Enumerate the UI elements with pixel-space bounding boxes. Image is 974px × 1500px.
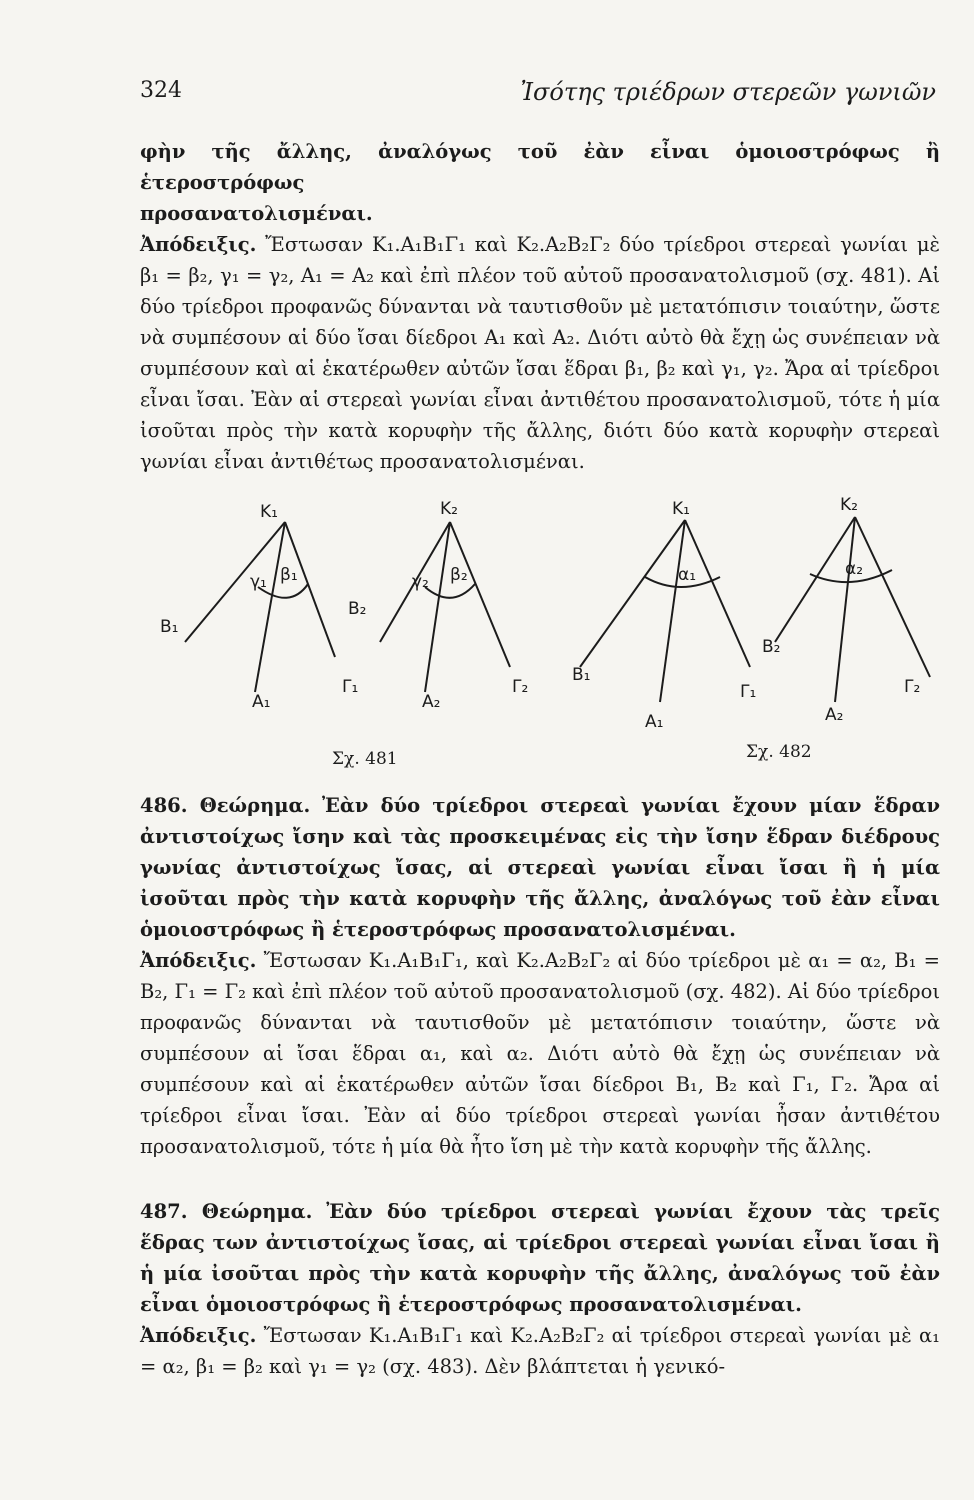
proof-label: Ἀπόδειξις. (140, 233, 257, 256)
label-A2-481: A₂ (422, 692, 441, 712)
proof-text-487: Ἔστωσαν Κ₁.Α₁Β₁Γ₁ καὶ Κ₂.Α₂Β₂Γ₂ αἱ τρίεδροι στερεαὶ γωνίαι μὲ α₁ = α₂, β₁ = β₂ καὶ γ₁ = γ₂ (σχ. 483). Δὲν βλάπτεται ἡ γενικό- (140, 1324, 941, 1378)
page-header (140, 78, 936, 118)
proof-481 (140, 229, 940, 477)
intro-line-1: φὴν τῆς ἄλλης, ἀναλόγως τοῦ ἐὰν εἶναι ὁμοιοστρόφως ἢ ἑτεροστρόφως (140, 140, 940, 194)
label-K1-481: K₁ (260, 502, 278, 522)
theorem-486-number: 486. Θεώρημα. (140, 794, 311, 817)
label-beta1: β₁ (280, 565, 298, 585)
proof-text: Ἔστωσαν Κ₁.Α₁Β₁Γ₁ καὶ Κ₂.Α₂Β₂Γ₂ δύο τρίεδροι στερεαὶ γωνίαι μὲ β₁ = β₂, γ₁ = γ₂, Α₁ = Α₂ καὶ ἐπὶ πλέον τοῦ αὐτοῦ προσανατολισμοῦ (σχ. 481). Αἱ δύο τρίεδροι προφανῶς δύνανται νὰ ταυτισθοῦν μὲ μετατόπισιν τοιαύτην, ὥστε νὰ συμπέσουν αἱ δύο ἴσαι δίεδροι Α₁ καὶ Α₂. Διότι αὐτὸ θὰ ἔχῃ ὡς συνέπειαν νὰ συμπέσουν καὶ αἱ ἑκατέρωθεν αὐτῶν ἴσαι ἕδραι β₁, β₂ καὶ γ₁, γ₂. Ἄρα αἱ τρίεδροι εἶναι ἴσαι. Ἐὰν αἱ στερεαὶ γωνίαι εἶναι ἀντιθέτου προσανατολισμοῦ, τότε ἡ μία ἰσοῦται πρὸς τὴν κατὰ κορυφὴν τῆς ἄλλης, διότι δύο κατὰ κορυφὴν στερεαὶ γωνίαι εἶναι ἀντιθέτως προσανατολισμέναι. (140, 233, 940, 473)
label-B2-482: B₂ (762, 637, 781, 657)
label-G1-481: Γ₁ (342, 677, 359, 697)
arc-481-2 (425, 584, 475, 598)
label-A1-481: A₁ (252, 692, 271, 712)
label-G1-482: Γ₁ (740, 682, 757, 702)
label-alpha1: α₁ (678, 565, 697, 585)
proof-text-486: Ἔστωσαν Κ₁.Α₁Β₁Γ₁, καὶ Κ₂.Α₂Β₂Γ₂ αἱ δύο τρίεδροι μὲ α₁ = α₂, Β₁ = Β₂, Γ₁ = Γ₂ καὶ ἐπὶ πλέον τοῦ αὐτοῦ προσανατολισμοῦ (σχ. 482). Αἱ δύο τρίεδροι προφανῶς δύνανται νὰ ταυτισθοῦν μὲ μετατόπισιν τοιαύτην, ὥστε νὰ συμπέσουν αἱ ἴσαι ἕδραι α₁, καὶ α₂. Διότι αὐτὸ θὰ ἔχῃ ὡς συνέπειαν νὰ συμπέσουν καὶ αἱ ἑκατέρωθεν αὐτῶν ἴσαι δίεδροι Β₁, Β₂ καὶ Γ₁, Γ₂. Ἄρα αἱ τρίεδροι εἶναι ἴσαι. Ἐὰν αἱ δύο τρίεδροι στερεαὶ γωνίαι ἦσαν ἀντιθέτου προσανατολισμοῦ, τότε ἡ μία θὰ ἦτο ἴση μὲ τὴν κατὰ κορυφὴν τῆς ἄλλης. (140, 949, 940, 1158)
theorem-487-number: 487. Θεώρημα. (140, 1200, 313, 1223)
label-B2-481: B₂ (348, 599, 367, 619)
label-B1-482: B₁ (572, 665, 591, 685)
figures-481-482 (140, 492, 940, 782)
theorem-486-proof (140, 945, 940, 1162)
label-beta2: β₂ (450, 565, 468, 585)
theorem-487-statement (140, 1196, 940, 1320)
label-A1-482: A₁ (645, 712, 664, 732)
edge-a1-482 (660, 520, 685, 702)
label-alpha2: α₂ (845, 559, 864, 579)
edge-b1-482 (580, 520, 685, 667)
theorem-487-text: Ἐὰν δύο τρίεδροι στερεαὶ γωνίαι ἔχουν τὰς τρεῖς ἕδρας των ἀντιστοίχως ἴσας, αἱ τρίεδροι στερεαὶ γωνίαι εἶναι ἴσαι ἢ ἡ μία ἰσοῦται πρὸς τὴν κατὰ κορυφὴν τῆς ἄλλης, ἀναλόγως τοῦ ἐὰν εἶναι ὁμοιοστρόφως ἢ ἑτεροστρόφως προσανατολισμέναι. (140, 1200, 941, 1316)
figures-svg (140, 492, 940, 782)
page-number: 324 (140, 78, 182, 103)
label-K1-482: K₁ (672, 499, 690, 519)
edge-g2 (450, 522, 510, 667)
theorem-487-proof (140, 1320, 940, 1382)
proof-label-487: Ἀπόδειξις. (140, 1324, 257, 1347)
theorem-487 (140, 1196, 940, 1382)
edge-a1 (255, 522, 285, 692)
caption-481: Σχ. 481 (332, 749, 398, 769)
label-G2-482: Γ₂ (904, 677, 921, 697)
label-gamma1: γ₁ (250, 572, 267, 592)
label-A2-482: A₂ (825, 705, 844, 725)
edge-a2 (425, 522, 450, 692)
edge-g1-482 (685, 520, 750, 667)
label-B1-481: B₁ (160, 617, 179, 637)
intro-line-2: προσανατολισμέναι. (140, 202, 373, 225)
theorem-486-statement (140, 790, 940, 945)
edge-b1 (185, 522, 285, 642)
label-K2-481: K₂ (440, 499, 458, 519)
edge-g2-482 (855, 517, 930, 677)
label-G2-481: Γ₂ (512, 677, 529, 697)
proof-label-486: Ἀπόδειξις. (140, 949, 257, 972)
label-gamma2: γ₂ (412, 572, 429, 592)
caption-482: Σχ. 482 (746, 742, 812, 762)
label-K2-482: K₂ (840, 495, 858, 515)
theorem-486-text: Ἐὰν δύο τρίεδροι στερεαὶ γωνίαι ἔχουν μίαν ἕδραν ἀντιστοίχως ἴσην καὶ τὰς προσκειμένας εἰς τὴν ἴσην ἕδραν διέδρους γωνίας ἀντιστοίχως ἴσας, αἱ στερεαὶ γωνίαι εἶναι ἴσαι ἢ ἡ μία ἰσοῦται πρὸς τὴν κατὰ κορυφὴν τῆς ἄλλης, ἀναλόγως τοῦ ἐὰν εἶναι ὁμοιοστρόφως ἢ ἑτεροστρόφως προσανατολισμέναι. (140, 794, 941, 941)
intro-paragraph (140, 136, 940, 477)
running-title: Ἰσότης τριέδρων στερεῶν γωνιῶν (520, 78, 936, 106)
edge-g1 (285, 522, 335, 657)
theorem-486 (140, 790, 940, 1162)
